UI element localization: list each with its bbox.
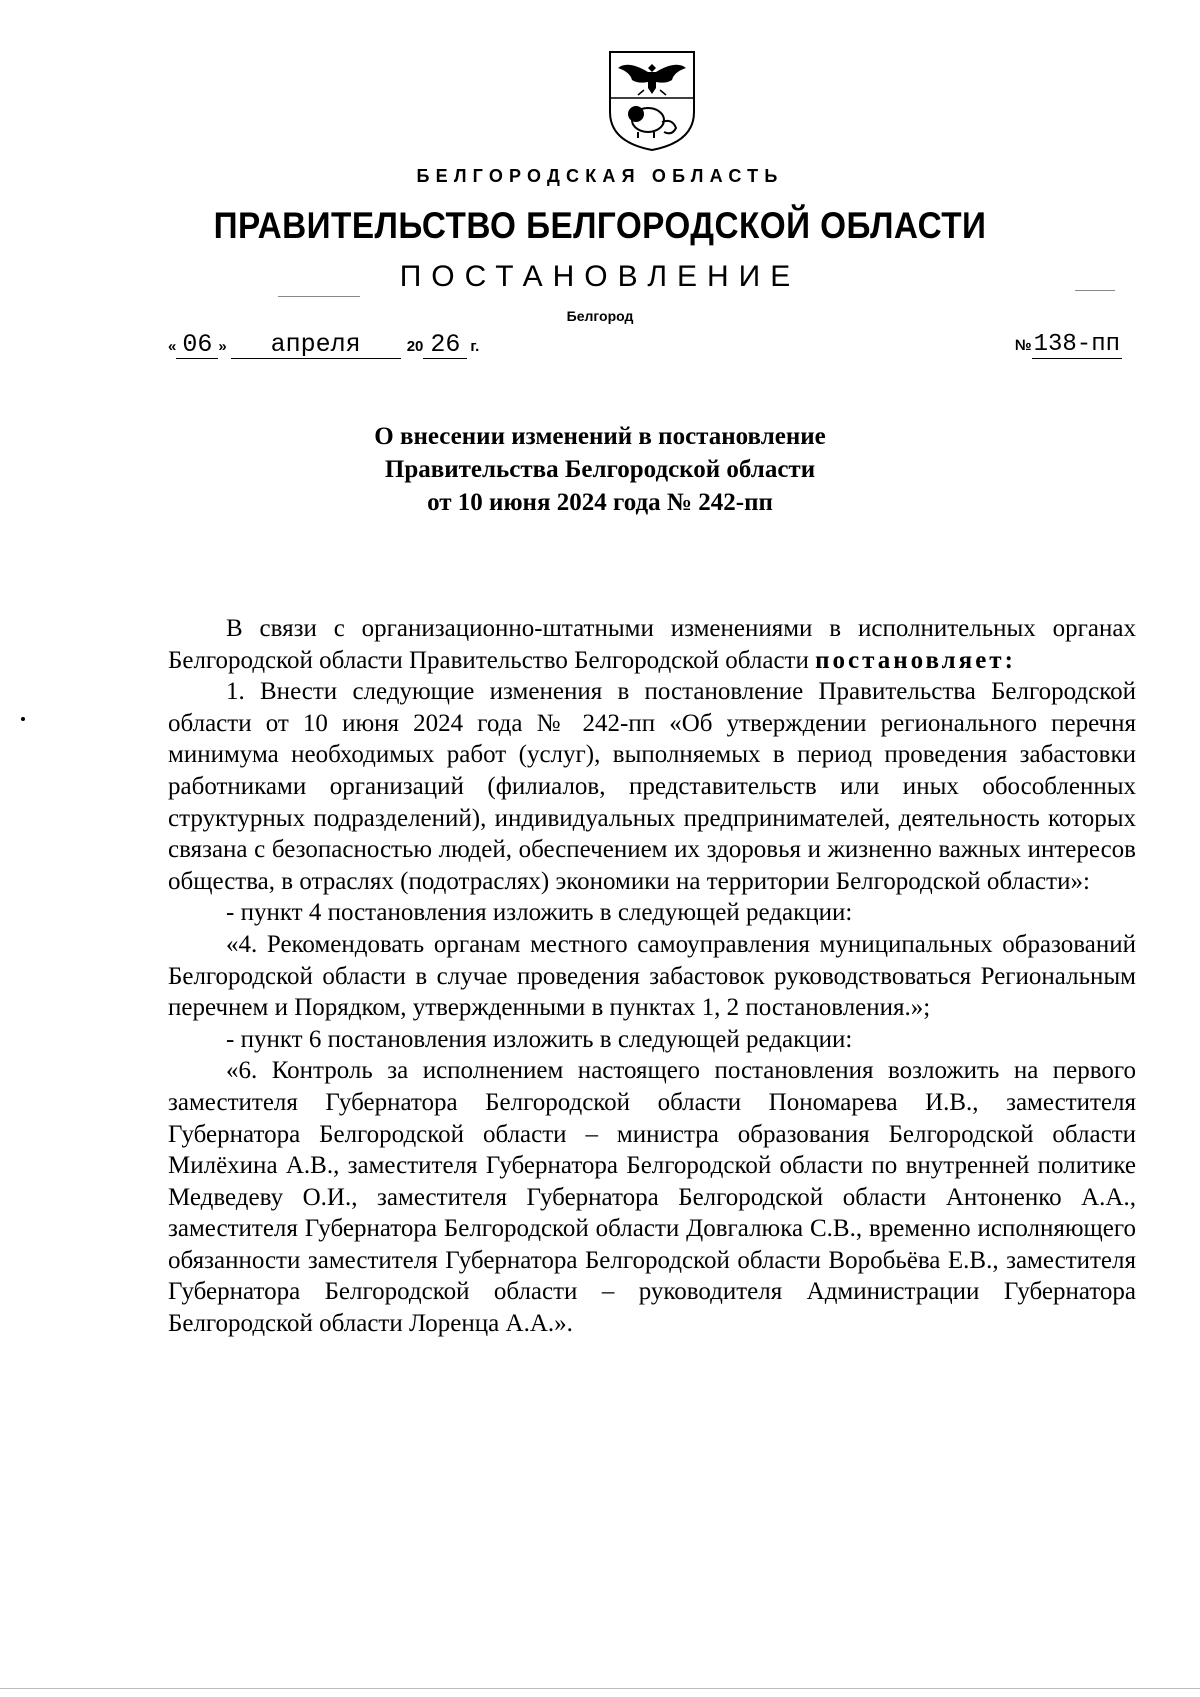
intro-text: В связи с организационно-штатными изменениями в исполнительных органах Белгородской области Правительство Белгородской области	[168, 615, 1136, 674]
date-month: апреля	[231, 332, 401, 359]
scan-mark	[1075, 290, 1115, 291]
government-name: ПРАВИТЕЛЬСТВО БЕЛГОРОДСКОЙ ОБЛАСТИ	[213, 205, 987, 246]
scan-mark	[278, 296, 360, 297]
title-line-3: от 10 июня 2024 года № 242-пп	[427, 489, 773, 516]
document-type: ПОСТАНОВЛЕНИЕ	[399, 260, 801, 293]
document-date	[168, 332, 479, 364]
sub-item-2-text: «6. Контроль за исполнением настоящего постановления возложить на первого заместителя Губернатора Белгородской области Пономарева И.В., заместителя Губернатора Белгородской области – министра образования Белгородской области Милёхина А.В., заместителя Губернатора Белгородской области по внутренней политике Медведеву О.И., заместителя Губернатора Белгородской области Антоненко А.А., заместителя Губернатора Белгородской области Довгалюка С.В., временно исполняющего обязанности заместителя Губернатора Белгородской области Воробьёва Е.В., заместителя Губернатора Белгородской области – руководителя Администрации Губернатора Белгородской области Лоренца А.А.».	[168, 1057, 1136, 1338]
scan-mark	[0, 1688, 1200, 1689]
sub-item-2: - пункт 6 постановления изложить в следующей редакции:	[226, 1025, 853, 1053]
date-open-quote: «	[168, 338, 177, 355]
date-day: 06	[176, 332, 218, 359]
title-line-2: Правительства Белгородской области	[384, 456, 816, 483]
number-sign: №	[1014, 337, 1032, 354]
scan-dot	[21, 717, 25, 721]
title-line-1: О внесении изменений в постановление	[374, 423, 826, 450]
document-body	[168, 613, 1136, 1340]
city-name: Белгород	[566, 308, 634, 324]
date-year-mark: г.	[470, 338, 480, 355]
document-title	[0, 420, 1200, 519]
document-number	[1015, 332, 1122, 359]
region-name: БЕЛГОРОДСКАЯ ОБЛАСТЬ	[416, 166, 784, 186]
date-close-quote: »	[218, 338, 227, 355]
date-year-suffix: 26	[423, 332, 467, 359]
number-value: 138-пп	[1033, 331, 1120, 358]
coat-of-arms-icon	[608, 50, 696, 152]
sub-item-1: - пункт 4 постановления изложить в следующей редакции:	[226, 899, 853, 927]
date-year-prefix: 20	[406, 338, 424, 355]
intro-paragraph	[168, 613, 1136, 676]
sub-item-1-text: «4. Рекомендовать органам местного самоуправления муниципальных образований Белгородской области в случае проведения забастовок руководствоваться Региональным перечнем и Порядком, утвержденными в пунктах 1, 2 постановления.»;	[168, 930, 1136, 1022]
item-1-paragraph: 1. Внести следующие изменения в постановление Правительства Белгородской области от 10 июня 2024 года № 242-пп «Об утверждении регионального перечня минимума необходимых работ (услуг), выполняемых в период проведения забастовки работниками организаций (филиалов, представительств или иных обособленных структурных подразделений), индивидуальных предпринимателей, деятельность которых связана с безопасностью людей, обеспечением их здоровья и жизненно важных интересов общества, в отраслях (подотраслях) экономики на территории Белгородской области»:	[168, 678, 1136, 895]
decrees-word: постановляет:	[815, 646, 1016, 674]
